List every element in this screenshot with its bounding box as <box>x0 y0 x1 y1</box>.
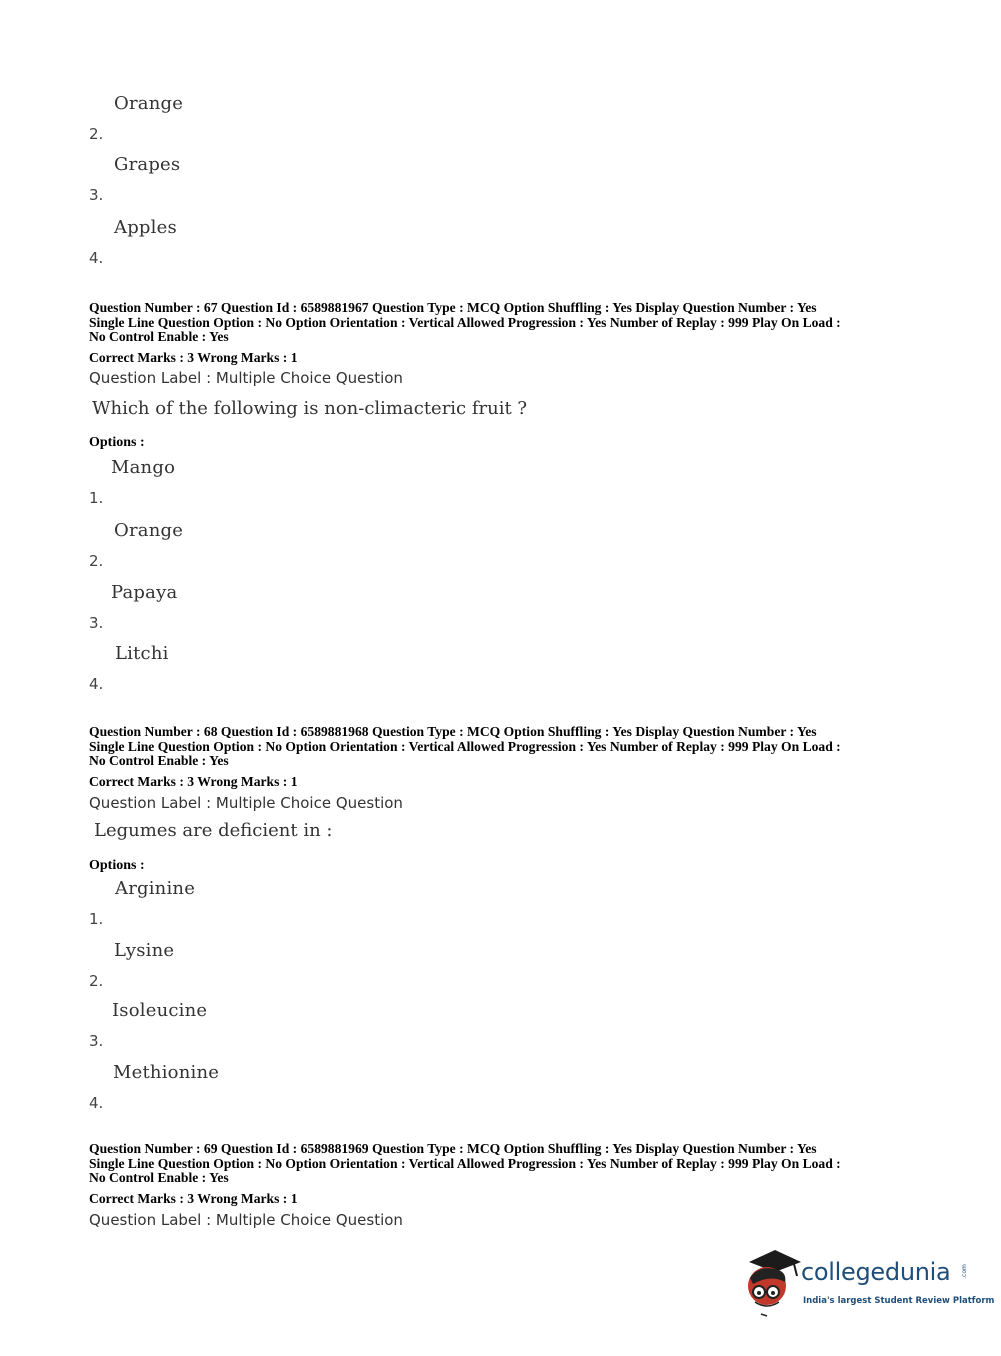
option-item <box>89 878 489 928</box>
option-item <box>89 582 489 632</box>
question-meta <box>89 301 919 345</box>
question-marks: Correct Marks : 3 Wrong Marks : 1 <box>89 1191 298 1206</box>
option-number: 2. <box>89 125 104 143</box>
option-item <box>89 520 489 570</box>
meta-line: Question Number : 69 Question Id : 6589881969 Question Type : MCQ Option Shuffling : Yes Display Question Number : Yes <box>89 1141 817 1156</box>
option-text: Papaya <box>111 582 178 603</box>
meta-line: No Control Enable : Yes <box>89 329 229 345</box>
option-number: 4. <box>89 1094 104 1112</box>
question-marks: Correct Marks : 3 Wrong Marks : 1 <box>89 350 298 365</box>
option-text: Litchi <box>115 643 169 664</box>
question-label: Question Label : Multiple Choice Question <box>89 369 403 387</box>
option-text: Isoleucine <box>112 1000 208 1021</box>
option-number: 4. <box>89 675 104 693</box>
option-text: Orange <box>114 520 184 541</box>
option-number: 3. <box>89 186 104 204</box>
option-number: 3. <box>89 1032 104 1050</box>
meta-line: Question Number : 68 Question Id : 6589881968 Question Type : MCQ Option Shuffling : Yes Display Question Number : Yes <box>89 724 817 739</box>
option-item <box>89 643 489 693</box>
option-number: 2. <box>89 972 104 990</box>
option-text: Apples <box>114 217 177 238</box>
option-text: Lysine <box>114 940 175 961</box>
collegedunia-logo <box>741 1248 995 1318</box>
option-item <box>89 940 489 990</box>
meta-line: Question Number : 67 Question Id : 6589881967 Question Type : MCQ Option Shuffling : Yes Display Question Number : Yes <box>89 300 817 315</box>
option-item <box>89 93 489 143</box>
question-meta <box>89 1142 919 1186</box>
option-text: Grapes <box>114 154 181 175</box>
option-text: Orange <box>114 93 184 114</box>
graduate-mascot-icon <box>741 1248 801 1318</box>
option-item <box>89 457 489 507</box>
meta-line: Single Line Question Option : No Option Orientation : Vertical Allowed Progression : Yes Number of Replay : 999 Play On Load : <box>89 1155 841 1171</box>
options-heading: Options : <box>89 435 145 450</box>
option-number: 1. <box>89 910 104 928</box>
logo-domain-suffix: .com <box>960 1264 968 1279</box>
meta-line: Single Line Question Option : No Option Orientation : Vertical Allowed Progression : Yes Number of Replay : 999 Play On Load : <box>89 314 841 330</box>
question-label: Question Label : Multiple Choice Question <box>89 794 403 812</box>
option-item <box>89 1062 489 1112</box>
question-text: Which of the following is non-climacteric fruit ? <box>92 398 528 419</box>
question-label: Question Label : Multiple Choice Question <box>89 1211 403 1229</box>
meta-line: No Control Enable : Yes <box>89 753 229 769</box>
options-heading: Options : <box>89 858 145 873</box>
question-marks: Correct Marks : 3 Wrong Marks : 1 <box>89 774 298 789</box>
logo-tagline: India's largest Student Review Platform <box>803 1296 995 1306</box>
option-number: 3. <box>89 614 104 632</box>
logo-wordmark: collegedunia <box>801 1258 951 1286</box>
option-text: Mango <box>111 457 176 478</box>
option-number: 4. <box>89 249 104 267</box>
option-number: 1. <box>89 489 104 507</box>
meta-line: No Control Enable : Yes <box>89 1170 229 1186</box>
option-item <box>89 154 489 204</box>
question-meta <box>89 725 919 769</box>
option-text: Arginine <box>115 878 196 899</box>
option-number: 2. <box>89 552 104 570</box>
question-text: Legumes are deficient in : <box>94 820 333 841</box>
option-item <box>89 217 489 267</box>
option-text: Methionine <box>113 1062 220 1083</box>
option-item <box>89 1000 489 1050</box>
meta-line: Single Line Question Option : No Option Orientation : Vertical Allowed Progression : Yes Number of Replay : 999 Play On Load : <box>89 738 841 754</box>
